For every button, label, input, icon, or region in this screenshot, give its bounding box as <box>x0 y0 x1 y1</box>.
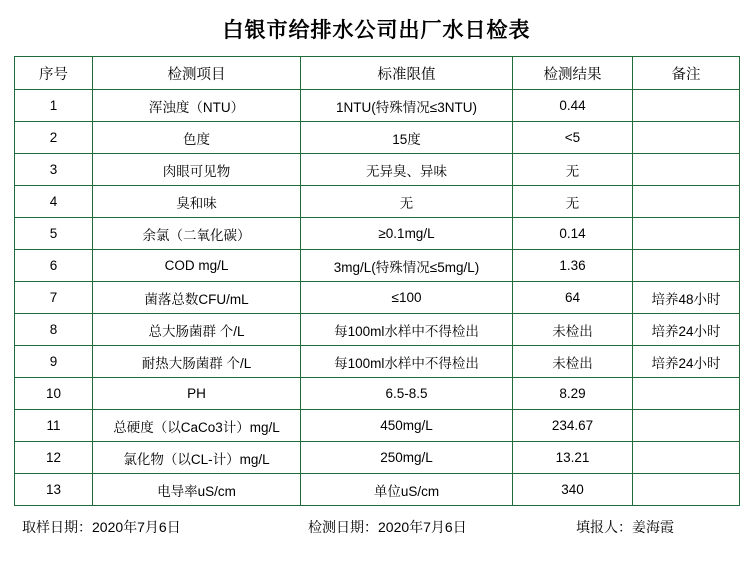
table-row <box>15 90 740 122</box>
cell-limit: 250mg/L <box>301 442 513 474</box>
table-row <box>15 442 740 474</box>
cell-item: 色度 <box>93 122 301 154</box>
column-header-item: 检测项目 <box>93 57 301 90</box>
cell-limit: ≤100 <box>301 282 513 314</box>
sample-date: 取样日期：2020年7月6日 <box>22 519 181 535</box>
cell-result: 1.36 <box>513 250 633 282</box>
cell-seq: 10 <box>15 378 93 410</box>
cell-limit: 450mg/L <box>301 410 513 442</box>
cell-result: 0.44 <box>513 90 633 122</box>
table-row <box>15 410 740 442</box>
table-body <box>15 90 740 506</box>
cell-seq: 6 <box>15 250 93 282</box>
cell-remark <box>633 442 740 474</box>
footer <box>0 517 753 537</box>
filler-name: 填报人：姜海霞 <box>576 519 674 535</box>
table-row <box>15 378 740 410</box>
column-header-limit: 标准限值 <box>301 57 513 90</box>
cell-seq: 1 <box>15 90 93 122</box>
cell-remark <box>633 186 740 218</box>
cell-remark <box>633 250 740 282</box>
cell-remark: 培养24小时 <box>633 314 740 346</box>
cell-item: 浑浊度（NTU） <box>93 90 301 122</box>
cell-remark: 培养48小时 <box>633 282 740 314</box>
column-header-seq: 序号 <box>15 57 93 90</box>
cell-remark <box>633 154 740 186</box>
cell-item: 肉眼可见物 <box>93 154 301 186</box>
cell-seq: 13 <box>15 474 93 506</box>
cell-result: 64 <box>513 282 633 314</box>
cell-seq: 12 <box>15 442 93 474</box>
cell-item: 余氯（二氧化碳） <box>93 218 301 250</box>
cell-item: PH <box>93 378 301 410</box>
table-header-row <box>15 57 740 90</box>
cell-seq: 8 <box>15 314 93 346</box>
cell-limit: 无 <box>301 186 513 218</box>
cell-item: 臭和味 <box>93 186 301 218</box>
table-header <box>15 57 740 90</box>
table-container <box>0 56 753 506</box>
water-quality-table <box>14 56 740 506</box>
cell-limit: 15度 <box>301 122 513 154</box>
cell-seq: 7 <box>15 282 93 314</box>
cell-limit: ≥0.1mg/L <box>301 218 513 250</box>
column-header-remark: 备注 <box>633 57 740 90</box>
cell-result: 无 <box>513 154 633 186</box>
cell-item: 电导率uS/cm <box>93 474 301 506</box>
cell-result: 13.21 <box>513 442 633 474</box>
cell-result: 0.14 <box>513 218 633 250</box>
table-row <box>15 282 740 314</box>
cell-item: 菌落总数CFU/mL <box>93 282 301 314</box>
cell-seq: 5 <box>15 218 93 250</box>
cell-limit: 3mg/L(特殊情况≤5mg/L) <box>301 250 513 282</box>
cell-item: 总硬度（以CaCo3计）mg/L <box>93 410 301 442</box>
cell-result: 234.67 <box>513 410 633 442</box>
cell-limit: 无异臭、异味 <box>301 154 513 186</box>
cell-remark <box>633 410 740 442</box>
table-row <box>15 474 740 506</box>
table-row <box>15 186 740 218</box>
cell-limit: 1NTU(特殊情况≤3NTU) <box>301 90 513 122</box>
cell-remark <box>633 378 740 410</box>
cell-item: 氯化物（以CL-计）mg/L <box>93 442 301 474</box>
cell-result: 未检出 <box>513 314 633 346</box>
cell-limit: 每100ml水样中不得检出 <box>301 346 513 378</box>
cell-remark <box>633 90 740 122</box>
table-row <box>15 218 740 250</box>
test-date: 检测日期：2020年7月6日 <box>308 519 467 535</box>
cell-result: 无 <box>513 186 633 218</box>
cell-seq: 3 <box>15 154 93 186</box>
table-row <box>15 250 740 282</box>
cell-item: COD mg/L <box>93 250 301 282</box>
table-row <box>15 122 740 154</box>
cell-limit: 6.5-8.5 <box>301 378 513 410</box>
cell-item: 总大肠菌群 个/L <box>93 314 301 346</box>
cell-seq: 2 <box>15 122 93 154</box>
page-title: 白银市给排水公司出厂水日检表 <box>222 18 531 42</box>
cell-result: 8.29 <box>513 378 633 410</box>
cell-limit: 每100ml水样中不得检出 <box>301 314 513 346</box>
cell-seq: 9 <box>15 346 93 378</box>
cell-seq: 4 <box>15 186 93 218</box>
table-row <box>15 314 740 346</box>
cell-limit: 单位uS/cm <box>301 474 513 506</box>
cell-remark <box>633 218 740 250</box>
column-header-result: 检测结果 <box>513 57 633 90</box>
cell-result: 未检出 <box>513 346 633 378</box>
table-row <box>15 346 740 378</box>
cell-item: 耐热大肠菌群 个/L <box>93 346 301 378</box>
table-row <box>15 154 740 186</box>
cell-remark: 培养24小时 <box>633 346 740 378</box>
cell-result: <5 <box>513 122 633 154</box>
cell-result: 340 <box>513 474 633 506</box>
cell-remark <box>633 122 740 154</box>
cell-remark <box>633 474 740 506</box>
cell-seq: 11 <box>15 410 93 442</box>
